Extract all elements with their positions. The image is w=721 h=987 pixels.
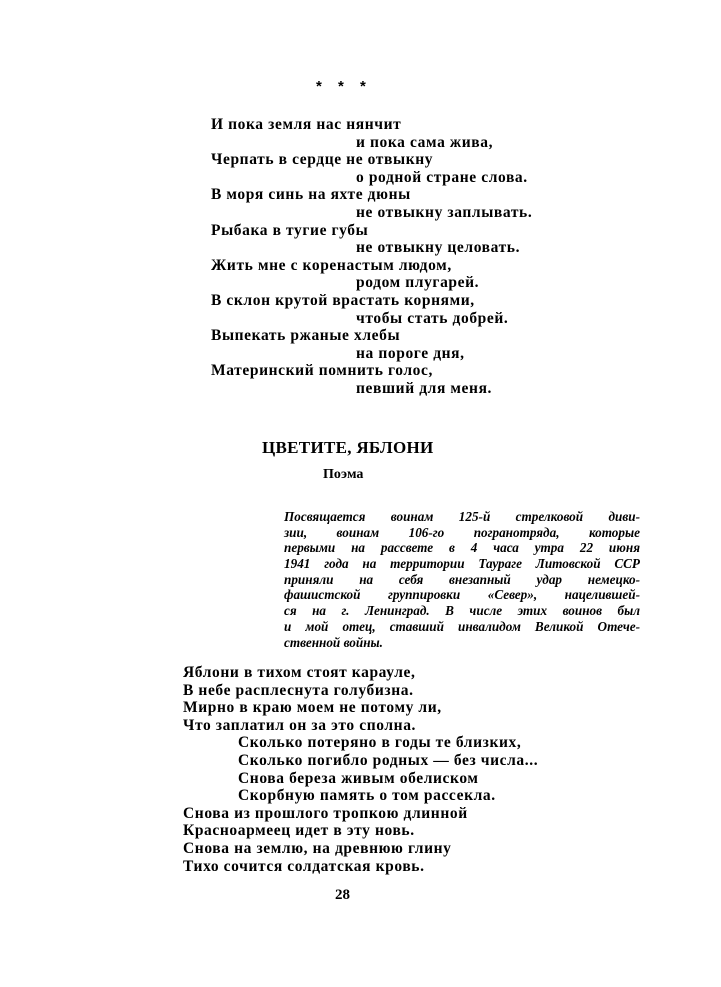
poem-line: Красноармеец идет в эту новь. <box>183 822 415 840</box>
dedication-line: зии, воинам 106-го погранотряда, которые <box>284 524 640 540</box>
poem-line: Сколько погибло родных — без числа... <box>238 751 539 769</box>
poem-subtitle: Поэма <box>323 467 364 482</box>
dedication-line: 1941 года на территории Таураге Литовской ССР <box>284 556 640 572</box>
poem-line: Рыбака в тугие губы <box>211 221 369 239</box>
dedication-line: ственной войны. <box>284 634 383 650</box>
poem-dedication <box>284 509 640 650</box>
dedication-line: первыми на рассвете в 4 часа утра 22 июня <box>284 540 640 556</box>
poem-line: Снова береза живым обелиском <box>238 769 479 787</box>
poem-line: на пороге дня, <box>356 344 465 362</box>
poem-line: певший для меня. <box>356 379 493 397</box>
poem-line: не отвыкну целовать. <box>356 239 521 257</box>
poem-line: Что заплатил он за это сполна. <box>183 716 417 734</box>
poem-line: и пока сама жива, <box>356 133 494 151</box>
poem-line: Материнский помнить голос, <box>211 362 433 380</box>
poem-line: чтобы стать добрей. <box>356 309 509 327</box>
poem-line: Выпекать ржаные хлебы <box>211 327 401 345</box>
poem-line: В моря синь на яхте дюны <box>211 186 411 204</box>
dedication-line: Посвящается воинам 125-й стрелковой диви- <box>284 509 640 524</box>
poem-line: Снова на землю, на древнюю глину <box>183 839 452 857</box>
dedication-line: ся на г. Ленинград. В числе этих воинов был <box>284 603 640 619</box>
dedication-line: приняли на себя внезапный удар немецко- <box>284 571 640 587</box>
poem-line: о родной стране слова. <box>356 168 528 186</box>
poem-body <box>183 664 603 875</box>
dedication-line: и мой отец, ставший инвалидом Великой Отече- <box>284 618 640 634</box>
section-separator: * * * <box>316 78 372 95</box>
poem-line: И пока земля нас нянчит <box>211 116 402 133</box>
poem-line: Снова из прошлого тропкою длинной <box>183 804 468 822</box>
poem-line: В склон крутой врастать корнями, <box>211 291 475 309</box>
poem-line: Жить мне с коренастым людом, <box>211 256 452 274</box>
poem-untitled <box>211 116 591 398</box>
poem-line: Скорбную память о том рассекла. <box>238 787 496 805</box>
poem-line: не отвыкну заплывать. <box>356 203 533 221</box>
poem-line: В небе расплеснута голубизна. <box>183 681 414 699</box>
poem-title: ЦВЕТИТЕ, ЯБЛОНИ <box>262 438 434 457</box>
poem-line: Черпать в сердце не отвыкну <box>211 151 434 169</box>
dedication-line: фашистской группировки «Север», нацелившей- <box>284 587 640 603</box>
poem-line: Тихо сочится солдатская кровь. <box>183 857 425 875</box>
poem-line: Яблони в тихом стоят карауле, <box>183 664 416 681</box>
poem-line: родом плугарей. <box>356 274 480 292</box>
poem-line: Мирно в краю моем не потому ли, <box>183 699 442 717</box>
page-number: 28 <box>335 887 350 903</box>
poem-line: Сколько потеряно в годы те близких, <box>238 734 522 752</box>
